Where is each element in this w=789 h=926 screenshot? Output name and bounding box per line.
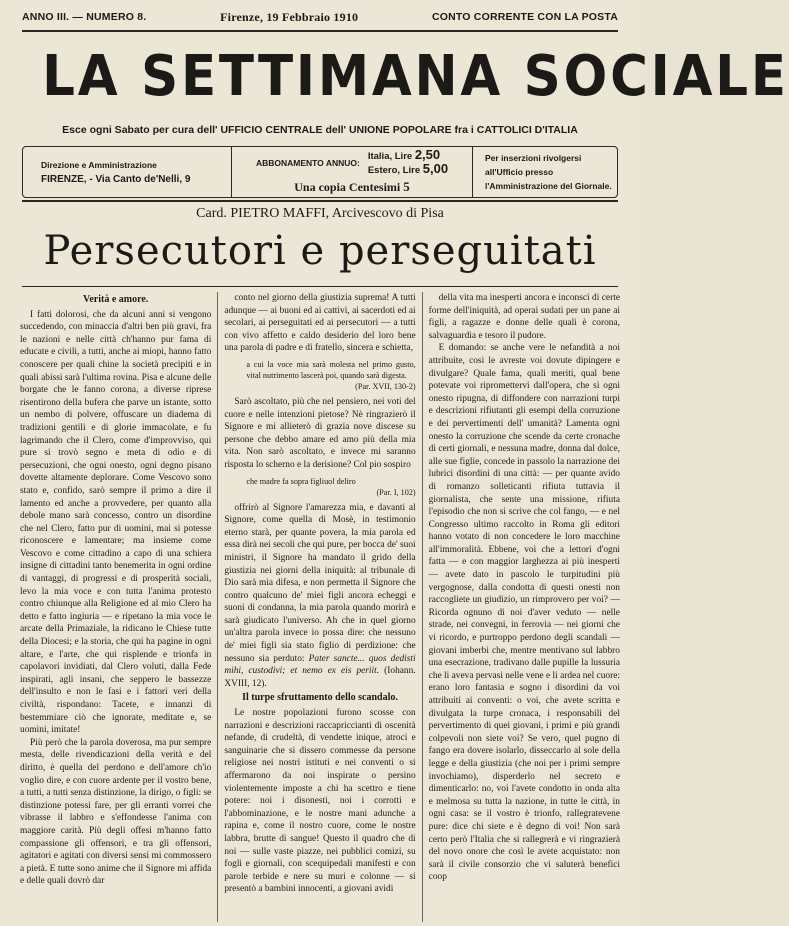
paragraph: conto nel giorno della giustizia suprema! A tutti adunque — ai buoni ed ai cattivi, ai sacerdoti ed ai secolari, ai perseguitati ed ai persecutori — a tutti con vivo affetto e caldo desiderio del loro bene una parola di padre e di fratello, sincera e schietta,	[224, 293, 416, 354]
column-2	[217, 292, 415, 922]
subscription-block	[231, 147, 473, 197]
poem-source: (Par. I, 102)	[376, 487, 416, 497]
paragraph	[224, 502, 415, 691]
latin-quote: Pater sancte... quos dedisti mihi, custodivi; et nemo ex eis periit.	[224, 653, 416, 677]
poem-text: a cui la voce mia sarà molesta nel primo gusto, vital nutrimento lascerà poi, quando sarà digesta.	[246, 359, 416, 380]
ads-line-1: Per inserzioni rivolgersi all'Ufficio presso	[485, 153, 582, 177]
paragraph: I fatti dolorosi, che da alcuni anni si vengono succedendo, con minaccia d'altri ben più gravi, fra le nazioni e nelle città ch'hanno pur fama di educate e civili, a tutti, anche ai miopi, hanno fatto conoscere per quali chine la società precipiti e in quali abissi sarà l'ultima rovina. Pisa e alcune delle borgate che le fanno corona, a diverse riprese risentirono della bufera che parve un istante, sotto un nembo di polvere, offuscare un diadema di tradizioni gentili e di glorie immacolate, e fu lagrimando che il Clero, come d'improvviso, qui pure si trovò segno e meta di odio e di persecuzioni, che ogni onesto, ogni degno pisano dovette altamente deplorare. Come Vescovo sono stato e, confido, sarò sempre il primo a dire il lamento ed anche a provvedere, per quanto alla debole mano sarà concesso, contro un disordine che nel Clero, fatto pur di uomini, mai si potesse riconoscere e lamentare; ma insieme come Vescovo e come cittadino a capo di una schiera insigne di cittadini tanto benemerita in ogni ordine di vantaggi, di progressi e di prosperità sociali, levo la mia voce e con tutta l'anima protesto contro chiunque alla Religione ed al mio Clero ha detto e fatto ingiuria — e ripetano la mia voce le arcate della Primaziale, la ridicano le Chiese tutte della Diocesi; e la storia, che qui ha pagine in ogni altare, e l'arte, che qui risplende e trionfa in capolavori invidiati, dal Clero voluti, dalla Fede inspirati, agli insani, che seppero le bassezze dell'insulto e non le fasi e i fattori veri della civiltà, rispondano: Tacete, e innanzi di bestemmiare ciò che ignorate, meditate e, se uomini, imitate!	[20, 309, 212, 736]
column-1	[20, 292, 211, 922]
ads-line-2: l'Amministrazione del Giornale.	[485, 181, 612, 191]
paragraph: Sarò ascoltato, più che nel pensiero, nei voti del cuore e nelle intenzioni pietose? Nè ringrazierò il Signore e mi allieterò di grazia nove discese su persone che debbo amare ed amo più della mia vita. Non sarò ascoltato, e invece mi saranno risposta lo scherno e la derisione? Col pio sospiro	[224, 396, 416, 470]
paragraph: Le nostre popolazioni furono scosse con narrazioni e descrizioni raccapriccianti di oscenità nefande, di crudeltà, di vendette inique, atroci e sanguinarie che si dissero commesse da persone religiose nei nostri istituti e nei conventi o si affermarono da noi inspirate o persino violentemente imposte a chi ha scettro e tiene potere: noi i disonesti, noi i corrotti e l'abbominazione, e le nostre mani adunche a rapina e, come il nostro cuore, come le nostre labbra, brutte di sangue! Questo il quadro che di noi — sulle vaste piazze, nei pubblici comizi, su fogli e giornali, con scequipedali manifesti e con parole terbide e nere su muri e colonne — si presentò a bambini innocenti, a giovani avidi	[224, 708, 416, 895]
column-3	[422, 292, 620, 922]
section-heading: Verità e amore.	[83, 294, 149, 305]
poem-text: che madre fa sopra figliuol deliro	[246, 476, 356, 486]
article-body	[20, 292, 620, 922]
single-copy-label: Una copia Centesimi	[294, 180, 401, 194]
title-rule	[22, 286, 618, 287]
poem-quote	[224, 359, 415, 392]
paragraph: Più però che la parola doverosa, ma pur sempre mesta, delle rivendicazioni della verità e del diritto, è quella del perdono e dell'amore ch'io voglio dire, e con cuore ardente per il vostro bene, a tutti, a tutti senza distinzione, la dirigo, o figli: se distinzione potessi fare, per gli erranti vorrei che vibrasse il labbro e s'effondesse l'anima con maggiore carità. Più degli offesi m'hanno fatto compassione gli offensori, e tra gli offensori, agitatori e agitati con diversi sensi mi commossero a pietà. E tutte sono anime che il Signore mi affida e delle quali dovrò dar	[20, 737, 212, 887]
issue-number: ANNO III. — NUMERO 8.	[22, 11, 147, 23]
administration-block	[23, 147, 231, 197]
abroad-price-label: Estero, Lire	[367, 165, 421, 176]
single-copy-price: 5	[403, 179, 410, 194]
masthead-subtitle: Esce ogni Sabato per cura dell' UFFICIO CENTRALE dell' UNIONE POPOLARE fra i CATTOLICI D'ITALIA	[62, 124, 578, 136]
address: FIRENZE, - Via Canto de'Nelli, 9	[41, 173, 191, 185]
issue-bar	[22, 8, 618, 26]
article-author: Card. PIETRO MAFFI, Arcivescovo di Pisa	[196, 206, 444, 221]
poem-quote	[224, 476, 415, 498]
italy-price: 2,50	[414, 147, 441, 162]
masthead-title: LA SETTIMANA SOCIALE	[42, 44, 789, 109]
paragraph: della vita ma inesperti ancora e inconsci di certe forme dell'iniquità, ad operai sudati per un pane ai figli, a ragazze e donne delle quali è corona, salvaguardia e tesoro il pudore.	[428, 293, 620, 341]
quote-source: (Iohann. XVIII, 12).	[224, 666, 416, 689]
paragraph: E domando: se anche vere le nefandità a noi attribuite, così le avreste voi dovute dipingere e divulgare? Quale fama, quali meriti, qual bene potevate voi ripromettervi dall'opera, che sì ogni onesto ripugna, di diffondere con narrazioni turpi e descrizioni rifiutanti gli esempi della corruzione e dei pervertimenti dell' umanità? Lamenta ogni onesto la corruzione che scende da certe cronache di certi giornali, e nessuna madre, donna dal dolce, alle sue figlie, concede in passolo la narrazione dei lubrici disordini di una città: — per quante avido di romanzo solleticanti rifiuta tuttavia il giornalista, che sente una missione, rifiuta l'episodio che non si scrive che col fango, — e nel Congresso ultimo raccolto in Roma gli editori hanno votato di non concedere le loro macchine all'immoralità. Ebbene, voi che a lettori d'ogni fatta — e con maggior larghezza ai più inesperti — avete dato in pascolo le turpitudini più vergognose, dalla condotta di questi onesti non raccogliete un giudizio, un rimprovero per voi? — Ricorda ognuno di noi d'aver veduto — nelle strade, nei convegni, in ferrovia — nei giorni che vi ricordo, e purtroppo perdono degli scandali — giovani imberbi che, mentre mentivano sul labbro una esecrazione, tradivano dalle pupille la lussuria che li aveva pervasi nelle vene e li ardea nel cuore: erano loro fantasia e sogno i disordini da voi attribuiti ai conventi: o voi, che avete scritta e divulgata la turpe cronaca, i responsabili del pervertimento di quei giovani, i primi e più grandi colpevoli non siete voi? Se vero, quel pugno di fango era dovere isolarlo, disseccarlo al sole della legge e della giustizia (che noi per i primi sempre invochiamo), disperderlo nel secreto e dimenticarlo: no, voi l'avete condotto in onda alta e melmosa su tutta la nazione, in tutte le città, in ogni casa: se il vostro è trionfo, rallegratevene pure: dice chi siete e è degno di voi! Non sarà certo però l'Italia che si rallegrerà e vi ringrazierà del novo onore che così le avete acquistato: non sarà il civile consorzio che vi saluterà benefici coop	[428, 343, 620, 883]
header-rule	[22, 200, 618, 202]
direction-label: Direzione e Amministrazione	[41, 159, 157, 170]
article-title: Persecutori e perseguitati	[43, 228, 597, 274]
ads-block	[473, 147, 617, 197]
italy-price-label: Italia, Lire	[367, 151, 413, 162]
subscription-label: ABBONAMENTO ANNUO:	[255, 158, 360, 168]
top-rule	[22, 30, 618, 32]
paragraph-text: offrirò al Signore l'amarezza mia, e davanti al Signore, come quella di Mosè, in testimonio eterno starà, per quante povera, la mia parola ed essa dirà nei secoli che qui pure, per bocca de' suoi ministri, il Signore ha mandato il grido della giustizia nei giorni della iniquità: al tribunale di Dio sarà mia difesa, e non permetta il Signore che contro qualcuno de' miei figli ancora echeggi e suoni di condanna, la mia parola quando morirà e sarà giudicato l'universo. Ah che in quel giorno un'altra parola invece io possa dire: che nessuno de' miei figli sia stato figlio di perdizione: che nessuno sia perduto:	[224, 502, 416, 664]
abroad-price: 5,00	[422, 161, 449, 176]
section-heading: Il turpe sfruttamento dello scandalo.	[242, 692, 398, 704]
info-box	[22, 146, 618, 198]
poem-source: (Par. XVII, 130-2)	[355, 381, 416, 391]
issue-date: Firenze, 19 Febbraio 1910	[220, 9, 359, 24]
account-info: CONTO CORRENTE CON LA POSTA	[431, 11, 618, 23]
